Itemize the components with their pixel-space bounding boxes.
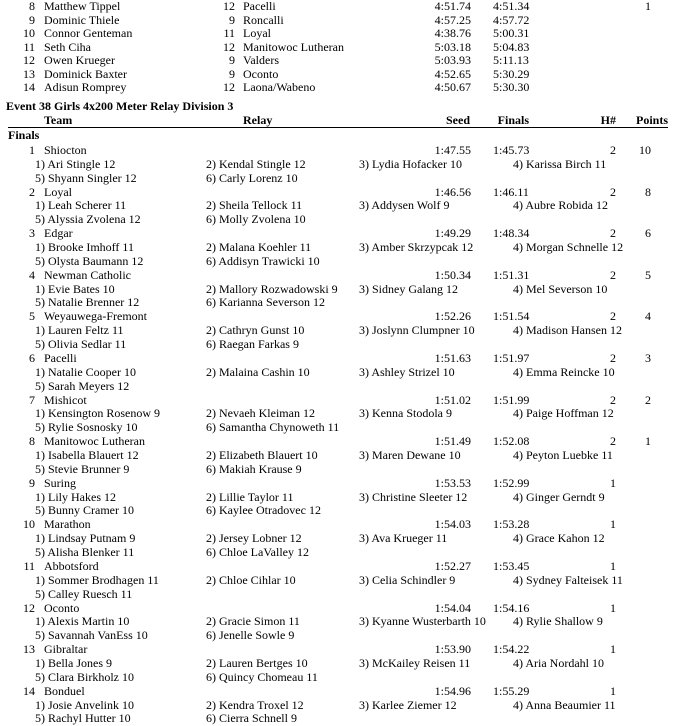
finals-time: 1:45.73 (493, 143, 530, 157)
runner: 6) Quincy Chomeau 11 (206, 669, 318, 684)
year: 9 (229, 12, 235, 27)
runner: 2) Elizabeth Blauert 10 (206, 448, 318, 462)
relay-runners-row (0, 171, 675, 185)
place: 8 (29, 0, 35, 13)
runner: 1) Ari Stingle 12 (35, 156, 116, 171)
runner: 2) Lauren Bertges 10 (206, 656, 308, 670)
relay-runners-row (0, 379, 675, 393)
runner: 3) McKailey Reisen 11 (359, 656, 471, 670)
heat: 2 (610, 226, 616, 241)
points: 10 (639, 143, 651, 157)
runner: 5) Rylie Sosnosky 10 (35, 420, 138, 435)
runner: 3) Sidney Galang 12 (359, 281, 458, 296)
team-name: Weyauwega-Fremont (44, 309, 147, 324)
place: 12 (23, 53, 35, 67)
relay-entry (0, 642, 675, 656)
place: 4 (29, 267, 35, 282)
school: Loyal (243, 26, 271, 40)
seed-time: 1:52.26 (434, 309, 471, 324)
relay-runners-row (0, 711, 675, 725)
runner: 5) Alisha Blenker 11 (35, 545, 135, 559)
runner: 5) Clara Birkholz 10 (35, 669, 134, 684)
seed-time: 5:03.93 (434, 53, 471, 67)
result-row (0, 13, 675, 27)
points: 1 (645, 434, 651, 449)
runner: 1) Sommer Brodhagen 11 (35, 572, 159, 587)
relay-entry (0, 143, 675, 157)
team-name: Gibraltar (44, 642, 88, 657)
runner: 6) Jenelle Sowle 9 (206, 628, 295, 643)
runner: 4) Mel Severson 10 (513, 281, 608, 296)
place: 9 (29, 475, 35, 490)
runner: 6) Carly Lorenz 10 (206, 170, 298, 185)
finals-time: 1:52.08 (493, 434, 530, 449)
relay-entry (0, 268, 675, 282)
school: Valders (243, 53, 279, 67)
relay-runners-row (0, 157, 675, 171)
runner: 1) Leah Scherer 11 (35, 198, 127, 213)
relay-runners-row (0, 282, 675, 296)
runner: 4) Peyton Luebke 11 (513, 448, 613, 462)
runner: 1) Lauren Feltz 11 (35, 323, 124, 338)
place: 6 (29, 351, 35, 365)
team-name: Bonduel (44, 683, 85, 698)
runner: 3) Lydia Hofacker 10 (359, 156, 462, 171)
place: 12 (23, 600, 35, 615)
seed-time: 1:51.49 (434, 434, 471, 449)
runner: 2) Malaina Cashin 10 (206, 364, 310, 379)
seed-time: 1:46.56 (434, 184, 471, 199)
runner: 4) Anna Beaumier 11 (513, 697, 616, 712)
relay-runners-row (0, 295, 675, 309)
finals-time: 1:48.34 (493, 226, 530, 241)
finals-time: 5:11.13 (493, 53, 529, 67)
runner: 4) Emma Reincke 10 (513, 364, 615, 379)
heat: 1 (610, 517, 616, 532)
relay-runners-row (0, 240, 675, 254)
relay-runners-row (0, 420, 675, 434)
team-name: Oconto (44, 600, 80, 615)
athlete-name: Owen Krueger (44, 53, 115, 67)
runner: 2) Kendal Stingle 12 (206, 156, 306, 171)
relay-entry (0, 185, 675, 199)
team-name: Loyal (44, 184, 72, 199)
runner: 4) Aria Nordahl 10 (513, 656, 604, 670)
team-name: Mishicot (44, 392, 87, 407)
relay-runners-row (0, 462, 675, 476)
place: 13 (23, 642, 35, 657)
finals-time: 5:00.31 (493, 26, 530, 40)
finals-time: 1:51.99 (493, 392, 530, 407)
runner: 2) Nevaeh Kleiman 12 (206, 406, 315, 421)
runner: 5) Natalie Brenner 12 (35, 295, 140, 310)
runner: 1) Lindsay Putnam 9 (35, 531, 136, 546)
relay-runners-row (0, 406, 675, 420)
finals-time: 5:30.29 (493, 66, 530, 81)
place: 2 (29, 184, 35, 199)
athlete-name: Matthew Tippel (44, 0, 121, 13)
result-row (0, 40, 675, 54)
athlete-name: Dominic Thiele (44, 12, 120, 27)
team-name: Edgar (44, 226, 73, 241)
finals-time: 1:46.11 (493, 184, 529, 199)
year: 12 (223, 0, 235, 13)
relay-runners-row (0, 614, 675, 628)
runner: 1) Evie Bates 10 (35, 281, 115, 296)
place: 14 (23, 80, 35, 94)
points: 3 (645, 351, 651, 365)
seed-time: 4:52.65 (434, 66, 471, 81)
runner: 1) Natalie Cooper 10 (35, 364, 136, 379)
runner: 5) Shyann Singler 12 (35, 170, 137, 185)
runner: 6) Molly Zvolena 10 (206, 212, 306, 227)
runner: 1) Bella Jones 9 (35, 656, 112, 670)
runner: 3) Maren Dewane 10 (359, 448, 461, 462)
relay-entry (0, 684, 675, 698)
points: 6 (645, 226, 651, 241)
runner: 5) Bunny Cramer 10 (35, 503, 134, 518)
runner: 4) Rylie Shallow 9 (513, 614, 603, 629)
runner: 3) Ava Krueger 11 (359, 531, 448, 546)
year: 9 (229, 53, 235, 67)
runner: 4) Ginger Gerndt 9 (513, 489, 605, 504)
runner: 4) Paige Hoffman 12 (513, 406, 614, 421)
team-name: Suring (44, 475, 77, 490)
runner: 3) Celia Schindler 9 (359, 572, 456, 587)
relay-runners-row (0, 337, 675, 351)
runner: 1) Kensington Rosenow 9 (35, 406, 160, 421)
relay-entry (0, 434, 675, 448)
event-title-text: Event 38 Girls 4x200 Meter Relay Division 3 (6, 99, 234, 113)
place: 5 (29, 309, 35, 324)
finals-time: 5:30.30 (493, 80, 530, 94)
finals-time: 1:52.99 (493, 475, 530, 490)
runner: 2) Sheila Tellock 11 (206, 198, 303, 213)
team-name: Marathon (44, 517, 91, 532)
result-row (0, 26, 675, 40)
result-row (0, 0, 675, 13)
relay-runners-row (0, 198, 675, 212)
school: Manitowoc Lutheran (243, 39, 344, 54)
seed-time: 1:53.90 (434, 642, 471, 657)
runner: 5) Savannah VanEss 10 (35, 628, 148, 643)
place: 1 (29, 143, 35, 157)
relay-entry (0, 393, 675, 407)
runner: 3) Kenna Stodola 9 (359, 406, 452, 421)
finals-time: 1:53.28 (493, 517, 530, 532)
runner: 2) Jersey Lobner 12 (206, 531, 302, 546)
seed-time: 1:52.27 (434, 559, 471, 573)
relay-runners-row (0, 545, 675, 559)
relay-entry (0, 309, 675, 323)
team-name: Abbotsford (44, 559, 99, 573)
finals-time: 1:54.16 (493, 600, 530, 615)
runner: 2) Cathryn Gunst 10 (206, 323, 305, 338)
place: 11 (23, 39, 35, 54)
heat: 2 (610, 267, 616, 282)
athlete-name: Connor Genteman (44, 26, 133, 40)
seed-time: 1:50.34 (434, 267, 471, 282)
relay-entry (0, 226, 675, 240)
runner: 6) Karianna Severson 12 (206, 295, 325, 310)
relay-entry (0, 476, 675, 490)
relay-runners-row (0, 628, 675, 642)
finals-time: 1:51.97 (493, 351, 530, 365)
place: 10 (23, 517, 35, 532)
relay-entry (0, 559, 675, 573)
heat: 1 (610, 475, 616, 490)
school: Oconto (243, 66, 279, 81)
relay-runners-row (0, 365, 675, 379)
points: 5 (645, 267, 651, 282)
seed-time: 5:03.18 (434, 39, 471, 54)
runner: 2) Lillie Taylor 11 (206, 489, 294, 504)
runner: 6) Raegan Farkas 9 (206, 337, 299, 351)
col-relay: Relay (243, 113, 273, 127)
year: 12 (223, 80, 235, 94)
heat: 2 (610, 351, 616, 365)
col-heat: H# (600, 113, 616, 127)
seed-time: 1:53.53 (434, 475, 471, 490)
finals-time: 1:53.45 (493, 559, 530, 573)
school: Pacelli (243, 0, 276, 13)
athlete-name: Adisun Romprey (44, 80, 127, 94)
runner: 4) Morgan Schnelle 12 (513, 240, 624, 254)
runner: 1) Josie Anvelink 10 (35, 697, 134, 712)
seed-time: 1:54.96 (434, 683, 471, 698)
heat: 1 (610, 600, 616, 615)
school: Roncalli (243, 12, 284, 27)
finals-time: 4:51.34 (493, 0, 530, 13)
seed-time: 1:47.55 (434, 143, 471, 157)
runner: 2) Kendra Troxel 12 (206, 697, 304, 712)
col-finals: Finals (497, 113, 529, 127)
seed-time: 1:51.63 (434, 351, 471, 365)
runner: 1) Brooke Imhoff 11 (35, 240, 134, 254)
athlete-name: Seth Ciha (44, 39, 91, 54)
runner: 5) Calley Ruesch 11 (35, 586, 133, 601)
seed-time: 1:51.02 (434, 392, 471, 407)
finals-time: 1:51.54 (493, 309, 530, 324)
seed-time: 4:50.67 (434, 80, 471, 94)
runner: 4) Sydney Falteisek 11 (513, 572, 623, 587)
heat: 2 (610, 392, 616, 407)
place: 11 (23, 559, 35, 573)
column-headers (0, 113, 675, 127)
heat: 1 (610, 642, 616, 657)
team-name: Manitowoc Lutheran (44, 434, 145, 449)
runner: 2) Mallory Rozwadowski 9 (206, 281, 338, 296)
runner: 3) Christine Sleeter 12 (359, 489, 468, 504)
relay-runners-row (0, 531, 675, 545)
seed-time: 4:57.25 (434, 12, 471, 27)
seed-time: 1:54.03 (434, 517, 471, 532)
runner: 6) Chloe LaValley 12 (206, 545, 309, 559)
result-row (0, 53, 675, 67)
place: 14 (23, 683, 35, 698)
relay-runners-row (0, 573, 675, 587)
relay-entry (0, 351, 675, 365)
relay-entry (0, 517, 675, 531)
finals-time: 1:55.29 (493, 683, 530, 698)
col-points: Points (635, 113, 668, 127)
runner: 1) Lily Hakes 12 (35, 489, 116, 504)
heat: 2 (610, 143, 616, 157)
athlete-name: Dominick Baxter (44, 66, 127, 81)
relay-runners-row (0, 503, 675, 517)
runner: 4) Grace Kahon 12 (513, 531, 605, 546)
heat: 1 (610, 559, 616, 573)
finals-time: 1:51.31 (493, 267, 530, 282)
col-seed: Seed (446, 113, 470, 127)
relay-runners-row (0, 212, 675, 226)
runner: 2) Malana Koehler 11 (206, 240, 312, 254)
relay-runners-row (0, 448, 675, 462)
points: 1 (645, 0, 651, 13)
team-name: Shiocton (44, 143, 87, 157)
col-team: Team (44, 113, 73, 127)
runner: 3) Kyanne Wusterbarth 10 (359, 614, 486, 629)
runner: 5) Rachyl Hutter 10 (35, 711, 131, 726)
place: 9 (29, 12, 35, 27)
relay-runners-row (0, 670, 675, 684)
runner: 5) Sarah Meyers 12 (35, 378, 130, 393)
runner: 5) Stevie Brunner 9 (35, 461, 130, 476)
seed-time: 1:54.04 (434, 600, 471, 615)
place: 7 (29, 392, 35, 407)
seed-time: 1:49.29 (434, 226, 471, 241)
runner: 4) Aubre Robida 12 (513, 198, 608, 213)
school: Laona/Wabeno (243, 80, 316, 94)
heat: 2 (610, 309, 616, 324)
runner: 3) Amber Skrzypcak 12 (359, 240, 474, 254)
relay-runners-row (0, 254, 675, 268)
place: 8 (29, 434, 35, 449)
year: 9 (229, 66, 235, 81)
team-name: Newman Catholic (44, 267, 131, 282)
team-name: Pacelli (44, 351, 77, 365)
finals-time: 1:54.22 (493, 642, 530, 657)
runner: 5) Alyssia Zvolena 12 (35, 212, 141, 227)
runner: 3) Joslynn Clumpner 10 (359, 323, 475, 338)
relay-runners-row (0, 323, 675, 337)
heat: 1 (610, 683, 616, 698)
result-row (0, 67, 675, 81)
runner: 4) Karissa Birch 11 (513, 156, 607, 171)
event-title (0, 99, 675, 113)
relay-entry (0, 601, 675, 615)
runner: 6) Cierra Schnell 9 (206, 711, 297, 726)
runner: 6) Samantha Chynoweth 11 (206, 420, 340, 435)
section-label (0, 128, 675, 142)
place: 3 (29, 226, 35, 241)
runner: 6) Kaylee Otradovec 12 (206, 503, 321, 518)
runner: 3) Karlee Ziemer 12 (359, 697, 457, 712)
heat: 2 (610, 184, 616, 199)
relay-runners-row (0, 656, 675, 670)
points: 4 (645, 309, 651, 324)
seed-time: 4:38.76 (434, 26, 471, 40)
result-row (0, 80, 675, 94)
year: 11 (223, 26, 235, 40)
year: 12 (223, 39, 235, 54)
runner: 6) Makiah Krause 9 (206, 461, 302, 476)
seed-time: 4:51.74 (434, 0, 471, 13)
points: 8 (645, 184, 651, 199)
runner: 1) Isabella Blauert 12 (35, 448, 139, 462)
heat: 2 (610, 434, 616, 449)
relay-runners-row (0, 490, 675, 504)
runner: 6) Addisyn Trawicki 10 (206, 253, 320, 268)
place: 10 (23, 26, 35, 40)
runner: 3) Ashley Strizel 10 (359, 364, 455, 379)
runner: 2) Chloe Cihlar 10 (206, 572, 296, 587)
runner: 5) Olysta Baumann 12 (35, 253, 144, 268)
finals-time: 5:04.83 (493, 39, 530, 54)
runner: 1) Alexis Martin 10 (35, 614, 130, 629)
section-finals: Finals (8, 128, 40, 142)
runner: 2) Gracie Simon 11 (206, 614, 300, 629)
runner: 5) Olivia Sedlar 11 (35, 337, 127, 351)
runner: 4) Madison Hansen 12 (513, 323, 622, 338)
relay-runners-row (0, 698, 675, 712)
points: 2 (645, 392, 651, 407)
place: 13 (23, 66, 35, 81)
runner: 3) Addysen Wolf 9 (359, 198, 450, 213)
relay-runners-row (0, 587, 675, 601)
finals-time: 4:57.72 (493, 12, 530, 27)
